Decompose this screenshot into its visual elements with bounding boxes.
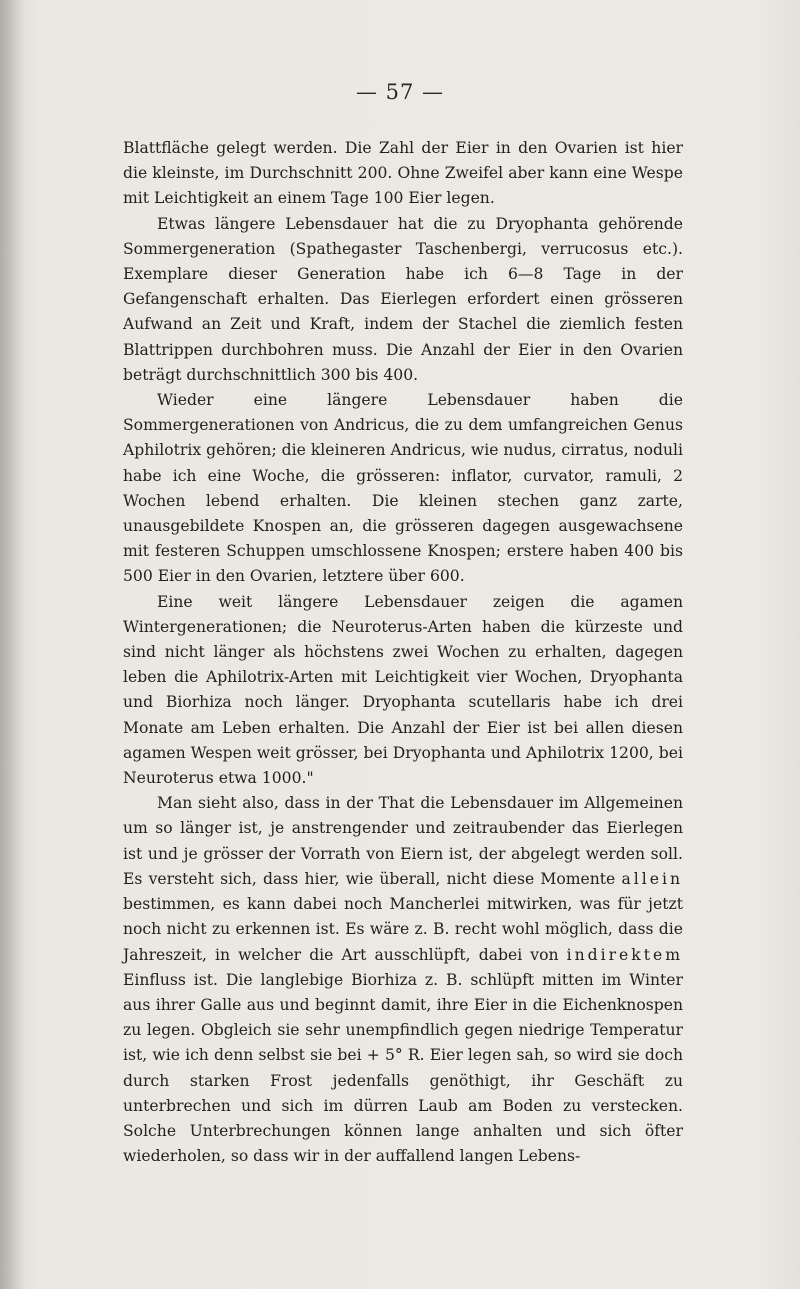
paragraph-5-part-3: Einfluss ist. Die langlebige Biorhiza z. B. schlüpft mitten im Winter aus ihrer Galle aus und beginnt damit, ihre Eier in die Eichenknospen zu legen. Obgleich sie sehr unempfindlich gegen niedrige Temperatur ist, wie ich denn selbst sie bei + 5° R. Eier legen sah, so wird sie doch durch starken Frost jedenfalls genöthigt, ihr Geschäft zu unterbrechen und sich im dürren Laub am Boden zu verstecken. Solche Unterbrechungen können lange anhalten und sich öfter wiederholen, so dass wir in der auffallend langen Lebens- [123,970,683,1166]
paragraph-4: Eine weit längere Lebensdauer zeigen die agamen Wintergenerationen; die Neuroterus-Arten haben die kürzeste und sind nicht länger als höchstens zwei Wochen zu erhalten, dagegen leben die Aphilotrix-Arten mit Leichtigkeit vier Wochen, Dryophanta und Biorhiza noch länger. Dryophanta scutellaris habe ich drei Monate am Leben erhalten. Die Anzahl der Eier ist bei allen diesen agamen Wespen weit grösser, bei Dryophanta und Aphilotrix 1200, bei Neuroterus etwa 1000." [123,592,683,788]
paragraph-3: Wieder eine längere Lebensdauer haben die Sommergenerationen von Andricus, die zu dem umfangreichen Genus Aphilotrix gehören; die kleineren Andricus, wie nudus, cirratus, noduli habe ich eine Woche, die grösseren: inflator, curvator, ramuli, 2 Wochen lebend erhalten. Die kleinen stechen ganz zarte, unausgebildete Knospen an, die grösseren dagegen ausgewachsene mit festeren Schuppen umschlossene Knospen; erstere haben 400 bis 500 Eier in den Ovarien, letztere über 600. [123,391,683,586]
binding-shadow [0,0,26,1289]
paragraph-5-part-1: Man sieht also, dass in der That die Lebensdauer im Allgemeinen um so länger ist, je anstrengender und zeitraubender das Eierlegen ist und je grösser der Vorrath von Eiern ist, der abgelegt werden soll. Es versteht sich, dass hier, wie überall, nicht diese Momente [123,794,683,888]
paragraph-1: Blattfläche gelegt werden. Die Zahl der Eier in den Ovarien ist hier die kleinste, im Durchschnitt 200. Ohne Zweifel aber kann eine Wespe mit Leichtigkeit an einem Tage 100 Eier legen. [123,139,683,208]
emphasis-allein: allein [621,869,683,888]
body-text [123,136,683,1169]
paragraph-5 [123,791,683,1169]
paragraph-5-part-2: bestimmen, es kann dabei noch Mancherlei mitwirken, was für jetzt noch nicht zu erkennen ist. Es wäre z. B. recht wohl möglich, dass die Jahreszeit, in welcher die Art ausschlüpft, dabei von [123,895,683,964]
page-number: — 57 — [355,80,445,104]
emphasis-indirektem: indirektem [566,945,683,964]
paragraph-2: Etwas längere Lebensdauer hat die zu Dryophanta gehörende Sommergeneration (Spathegaster Taschenbergi, verrucosus etc.). Exemplare dieser Generation habe ich 6—8 Tage in der Gefangenschaft erhalten. Das Eierlegen erfordert einen grösseren Aufwand an Zeit und Kraft, indem der Stachel die ziemlich festen Blattrippen durchbohren muss. Die Anzahl der Eier in den Ovarien beträgt durchschnittlich 300 bis 400. [123,214,683,384]
